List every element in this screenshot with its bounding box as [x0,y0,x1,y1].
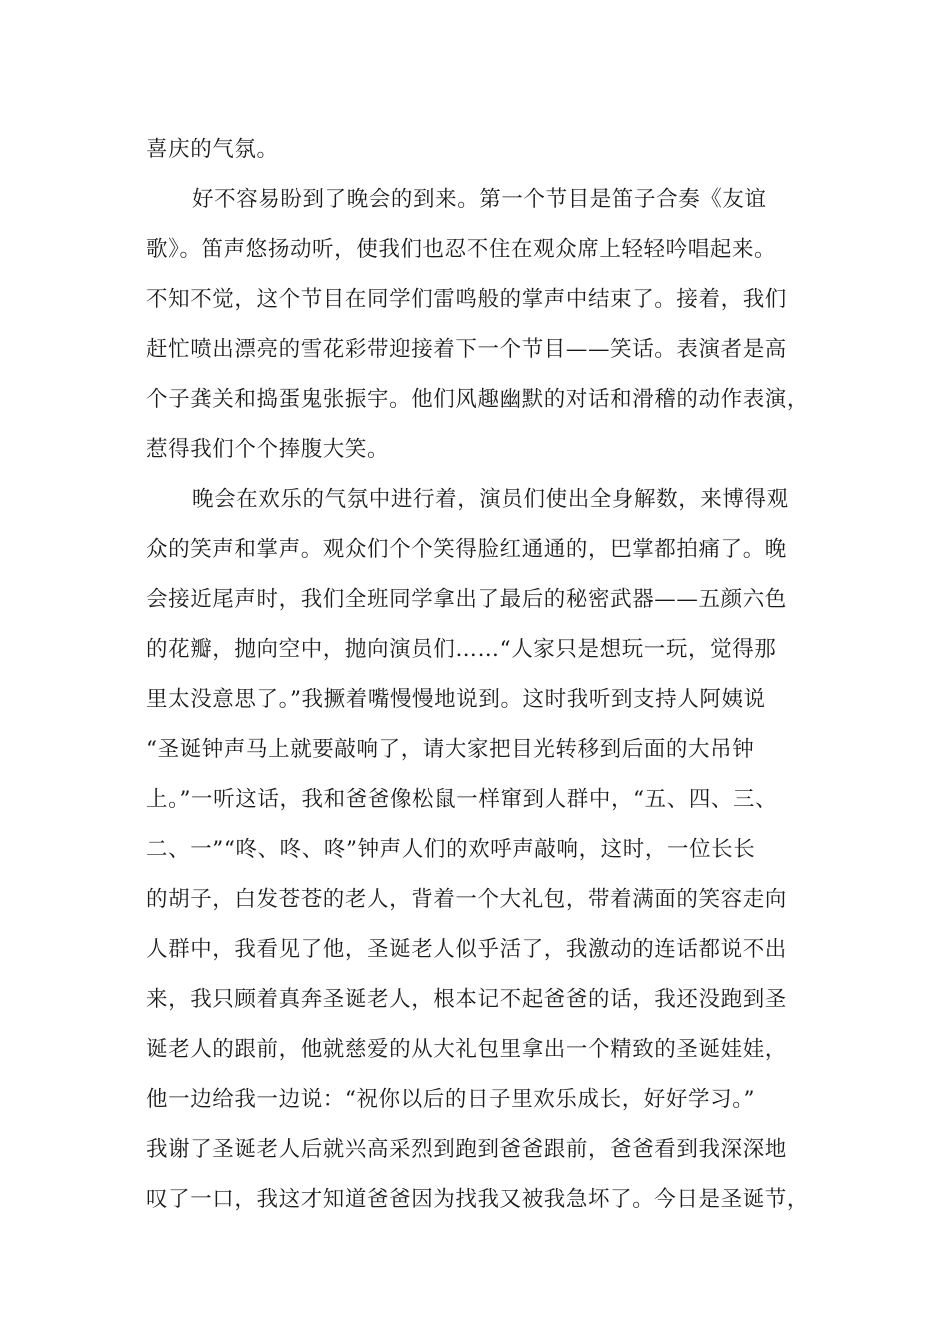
text-line: 人群中，我看见了他，圣诞老人似乎活了，我激动的连话都说不出 [146,937,787,962]
text-line: 赶忙喷出漂亮的雪花彩带迎接着下一个节目——笑话。表演者是高 [146,337,787,362]
text-line: 诞老人的跟前，他就慈爱的从大礼包里拿出一个精致的圣诞娃娃， [146,1037,787,1062]
text-line: 的胡子，白发苍苍的老人，背着一个大礼包，带着满面的笑容走向 [146,887,787,912]
text-line: 惹得我们个个捧腹大笑。 [146,437,390,462]
text-line: 好不容易盼到了晚会的到来。第一个节目是笛子合奏《友谊 [192,187,767,212]
text-line: 他一边给我一边说：“祝你以后的日子里欢乐成长，好好学习。” [146,1087,756,1112]
text-line: “圣诞钟声马上就要敲响了，请大家把目光转移到后面的大吊钟 [146,737,755,762]
text-line: 不知不觉，这个节目在同学们雷鸣般的掌声中结束了。接着，我们 [146,287,787,312]
text-line: 众的笑声和掌声。观众们个个笑得脸红通通的，巴掌都拍痛了。晚 [146,537,787,562]
text-line: 叹了一口，我这才知道爸爸因为找我又被我急坏了。今日是圣诞节， [146,1187,810,1212]
text-line: 我谢了圣诞老人后就兴高采烈到跑到爸爸跟前，爸爸看到我深深地 [146,1137,787,1162]
text-line: 来，我只顾着真奔圣诞老人，根本记不起爸爸的话，我还没跑到圣 [146,987,787,1012]
text-line: 个子龚关和捣蛋鬼张振宇。他们风趣幽默的对话和滑稽的动作表演， [146,387,810,412]
text-line: 里太没意思了。”我撅着嘴慢慢地说到。这时我听到支持人阿姨说 [146,687,766,712]
text-line: 上。”一听这话，我和爸爸像松鼠一样窜到人群中，“五、四、三、 [146,787,778,812]
text-line: 喜庆的气氛。 [146,137,279,162]
text-line: 晚会在欢乐的气氛中进行着，演员们使出全身解数，来博得观 [192,487,789,512]
text-line: 二、一”“咚、咚、咚”钟声人们的欢呼声敲响，这时，一位长长 [146,837,756,862]
text-line: 会接近尾声时，我们全班同学拿出了最后的秘密武器——五颜六色 [146,587,787,612]
text-line: 的花瓣，抛向空中，抛向演员们……“人家只是想玩一玩，觉得那 [146,637,777,662]
text-line: 歌》。笛声悠扬动听，使我们也忍不住在观众席上轻轻吟唱起来。 [146,237,777,262]
